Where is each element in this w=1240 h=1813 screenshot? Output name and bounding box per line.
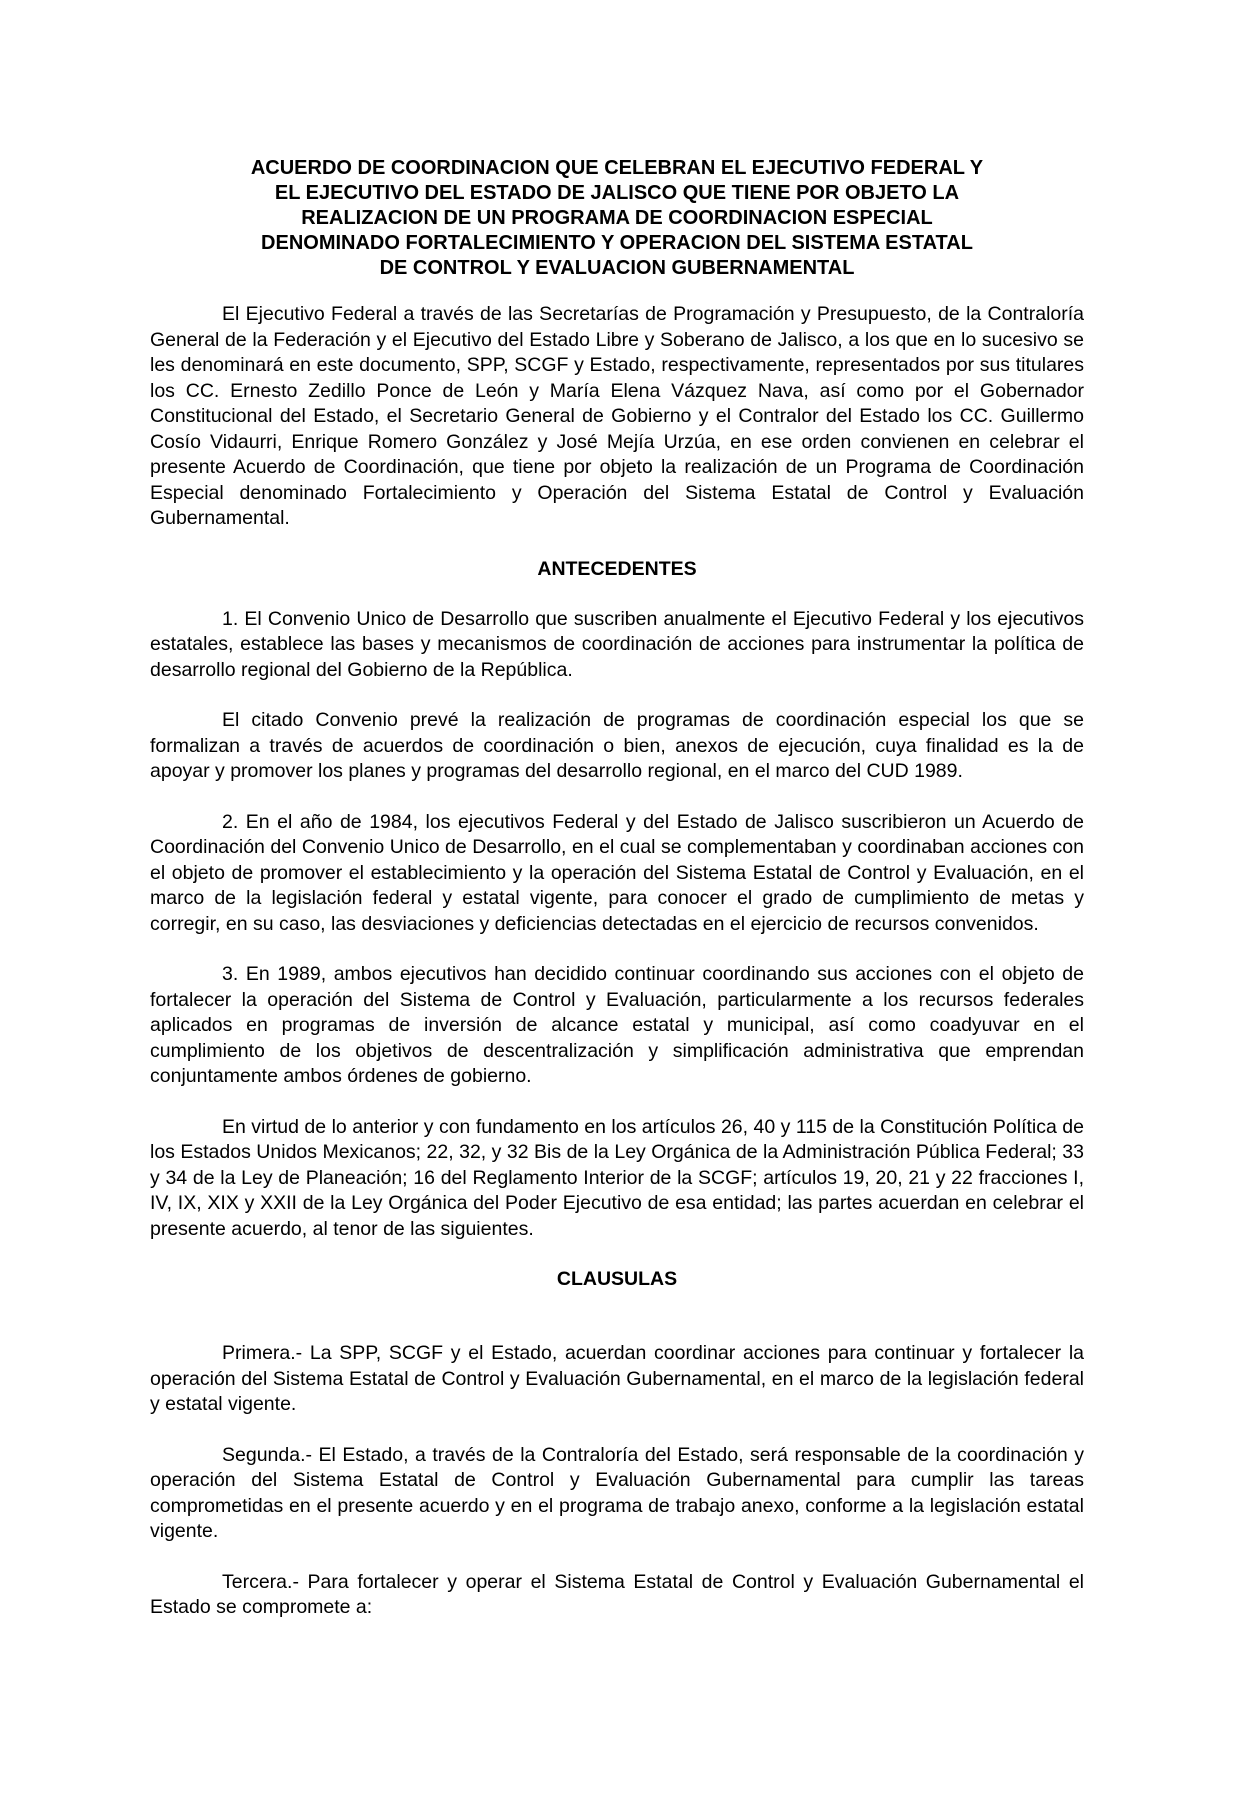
title-line: EL EJECUTIVO DEL ESTADO DE JALISCO QUE TIENE POR OBJETO LA: [274, 182, 960, 204]
document-page: [150, 156, 1084, 1621]
clausula-primera: Primera.- La SPP, SCGF y el Estado, acuerdan coordinar acciones para continuar y fortalecer la operación del Sistema Estatal de Control y Evaluación Gubernamental, en el marco de la legislación federal y estatal vigente.: [150, 1342, 1084, 1415]
title-line: DENOMINADO FORTALECIMIENTO Y OPERACION DEL SISTEMA ESTATAL: [261, 232, 973, 254]
title-line: DE CONTROL Y EVALUACION GUBERNAMENTAL: [379, 257, 855, 279]
antecedente-paragraph: El citado Convenio prevé la realización de programas de coordinación especial los que se formalizan a través de acuerdos de coordinación o bien, anexos de ejecución, cuya finalidad es la de apoyar y promover los planes y programas del desarrollo regional, en el marco del CUD 1989.: [150, 709, 1084, 782]
title-line: ACUERDO DE COORDINACION QUE CELEBRAN EL EJECUTIVO FEDERAL Y: [250, 157, 984, 179]
clausula-tercera: Tercera.- Para fortalecer y operar el Sistema Estatal de Control y Evaluación Gubernamental el Estado se compromete a:: [150, 1570, 1084, 1618]
fundamento-paragraph: En virtud de lo anterior y con fundamento en los artículos 26, 40 y 115 de la Constitución Política de los Estados Unidos Mexicanos; 22, 32, y 32 Bis de la Ley Orgánica de la Administración Pública Federal; 33 y 34 de la Ley de Planeación; 16 del Reglamento Interior de la SCGF; artículos 19, 20, 21 y 22 fracciones I, IV, IX, XIX y XXII de la Ley Orgánica del Poder Ejecutivo de esa entidad; las partes acuerdan en celebrar el presente acuerdo, al tenor de las siguientes.: [150, 1115, 1084, 1240]
clausula-segunda: Segunda.- El Estado, a través de la Contraloría del Estado, será responsable de la coordinación y operación del Sistema Estatal de Control y Evaluación Gubernamental para cumplir las tareas comprometidas en el presente acuerdo y en el programa de trabajo anexo, conforme a la legislación estatal vigente.: [150, 1443, 1084, 1542]
antecedente-paragraph: 1. El Convenio Unico de Desarrollo que suscriben anualmente el Ejecutivo Federal y los ejecutivos estatales, establece las bases y mecanismos de coordinación de acciones para instrumentar la política de desarrollo regional del Gobierno de la República.: [150, 607, 1084, 681]
antecedente-paragraph: 3. En 1989, ambos ejecutivos han decidido continuar coordinando sus acciones con el objeto de fortalecer la operación del Sistema de Control y Evaluación, particularmente a los recursos federales aplicados en programas de inversión de alcance estatal y municipal, así como coadyuvar en el cumplimiento de los objetivos de descentralización y simplificación administrativa que emprendan conjuntamente ambos órdenes de gobierno.: [150, 963, 1084, 1087]
intro-paragraph: El Ejecutivo Federal a través de las Secretarías de Programación y Presupuesto, de la Contraloría General de la Federación y el Ejecutivo del Estado Libre y Soberano de Jalisco, a los que en lo sucesivo se les denominará en este documento, SPP, SCGF y Estado, respectivamente, representados por sus titulares los CC. Ernesto Zedillo Ponce de León y María Elena Vázquez Nava, así como por el Gobernador Constitucional del Estado, el Secretario General de Gobierno y el Contralor del Estado los CC. Guillermo Cosío Vidaurri, Enrique Romero González y José Mejía Urzúa, en ese orden convienen en celebrar el presente Acuerdo de Coordinación, que tiene por objeto la realización de un Programa de Coordinación Especial denominado Fortalecimiento y Operación del Sistema Estatal de Control y Evaluación Gubernamental.: [150, 303, 1084, 529]
document-title: [150, 156, 1084, 281]
antecedentes-heading: ANTECEDENTES: [537, 557, 697, 580]
clausulas-heading: CLAUSULAS: [556, 1268, 678, 1290]
antecedente-paragraph: 2. En el año de 1984, los ejecutivos Federal y del Estado de Jalisco suscribieron un Acuerdo de Coordinación del Convenio Unico de Desarrollo, en el cual se complementaban y coordinaban acciones con el objeto de promover el establecimiento y la operación del Sistema Estatal de Control y Evaluación, en el marco de la legislación federal y estatal vigente, para conocer el grado de cumplimiento de metas y corregir, en su caso, las desviaciones y deficiencias detectadas en el ejercicio de recursos convenidos.: [150, 810, 1084, 935]
title-line: REALIZACION DE UN PROGRAMA DE COORDINACION ESPECIAL: [301, 207, 933, 229]
